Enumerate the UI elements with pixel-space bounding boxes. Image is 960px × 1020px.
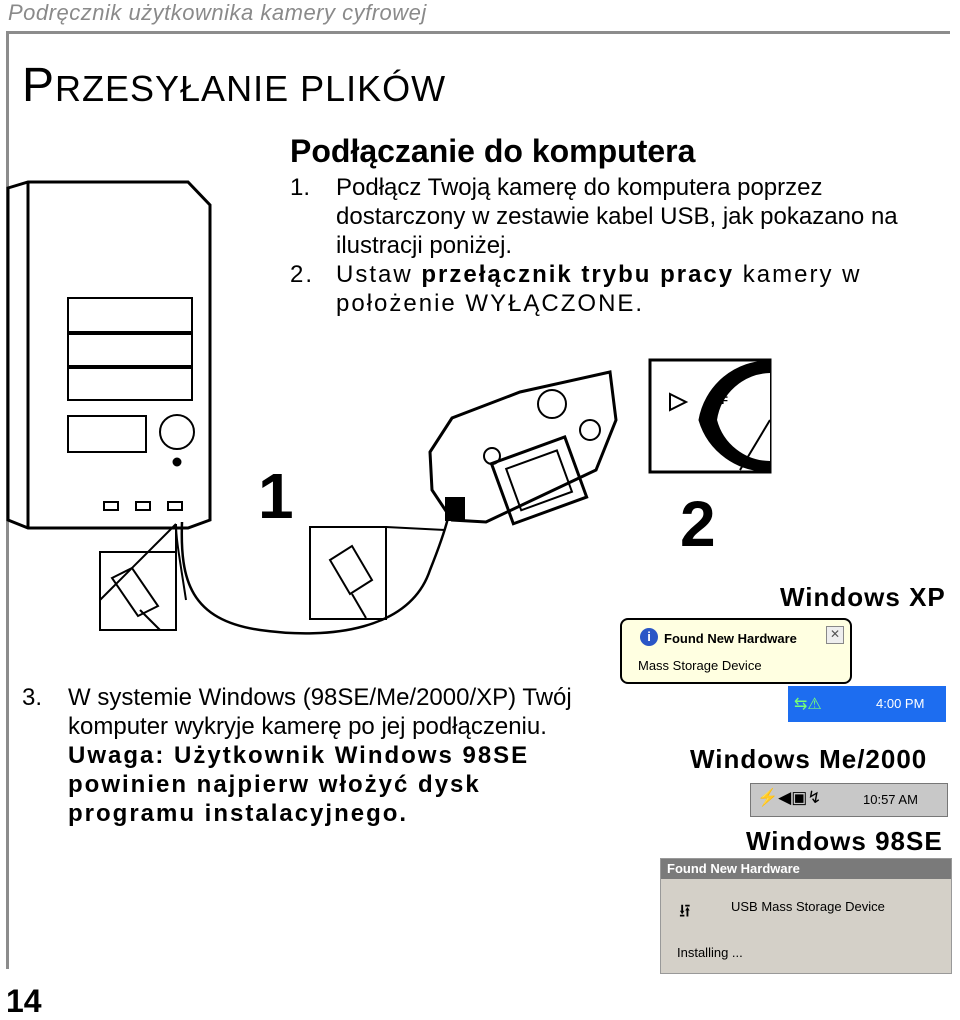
win98-found-hardware-dialog	[660, 858, 952, 974]
play-icon	[670, 394, 686, 410]
info-icon: i	[640, 628, 658, 646]
mini-usb-plug-zoom	[310, 527, 386, 619]
me-system-tray	[750, 783, 948, 817]
tray-clock: 4:00 PM	[876, 696, 925, 711]
step-text-pre: Ustaw	[336, 261, 422, 288]
step-3-item	[22, 683, 592, 828]
pc-tower-icon	[8, 182, 210, 528]
os-label-me: Windows Me/2000	[690, 744, 928, 774]
step-number: 1.	[290, 174, 311, 201]
balloon-title: Found New Hardware	[664, 631, 797, 646]
os-label-xp: Windows XP	[780, 582, 946, 612]
step-3	[22, 683, 592, 828]
step-note: Uwaga: Użytkownik Windows 98SE powinien najpierw włożyć dysk programu instalacyjnego.	[68, 742, 530, 827]
usb-icon: ⭿	[679, 901, 691, 921]
page-header: Podręcznik użytkownika kamery cyfrowej	[8, 0, 427, 25]
usb-cable	[182, 518, 448, 633]
title-initial: P	[22, 59, 56, 112]
section-subtitle: Podłączanie do komputera	[290, 133, 696, 169]
step-text-bold: przełącznik trybu pracy	[421, 261, 735, 288]
install-status: Installing ...	[677, 945, 743, 960]
tray-clock: 10:57 AM	[863, 792, 918, 807]
step-label-2: 2	[680, 488, 716, 560]
step-text: W systemie Windows (98SE/Me/2000/XP) Twój komputer wykryje kamerę po jej podłączeniu.	[68, 684, 572, 740]
step-text-post: kamery w położenie WYŁĄCZONE.	[336, 261, 862, 317]
usb-a-plug-zoom	[100, 552, 176, 630]
step-text: Podłącz Twoją kamerę do komputera poprzez dostarczony w zestawie kabel USB, jak pokazano na ilustracji poniżej.	[336, 174, 898, 259]
xp-system-tray	[788, 686, 946, 722]
title-rest: RZESYŁANIE PLIKÓW	[55, 68, 447, 109]
device-name: USB Mass Storage Device	[731, 899, 885, 914]
step-number: 3.	[22, 684, 43, 711]
page-number: 14	[6, 983, 42, 1019]
found-hardware-balloon	[620, 618, 852, 684]
close-icon[interactable]: ✕	[826, 626, 844, 644]
tray-icons[interactable]: ⚡◀▣↯	[757, 788, 822, 807]
camera-icon	[430, 372, 616, 524]
os-label-98se: Windows 98SE	[746, 826, 943, 856]
step-label-1: 1	[258, 460, 294, 532]
step-number: 2.	[290, 261, 315, 288]
dialog-title: Found New Hardware	[661, 859, 951, 879]
dial-off-label: OFF	[706, 395, 728, 407]
balloon-text: Mass Storage Device	[638, 658, 762, 673]
tray-icons[interactable]: ⇆⚠	[794, 696, 822, 713]
